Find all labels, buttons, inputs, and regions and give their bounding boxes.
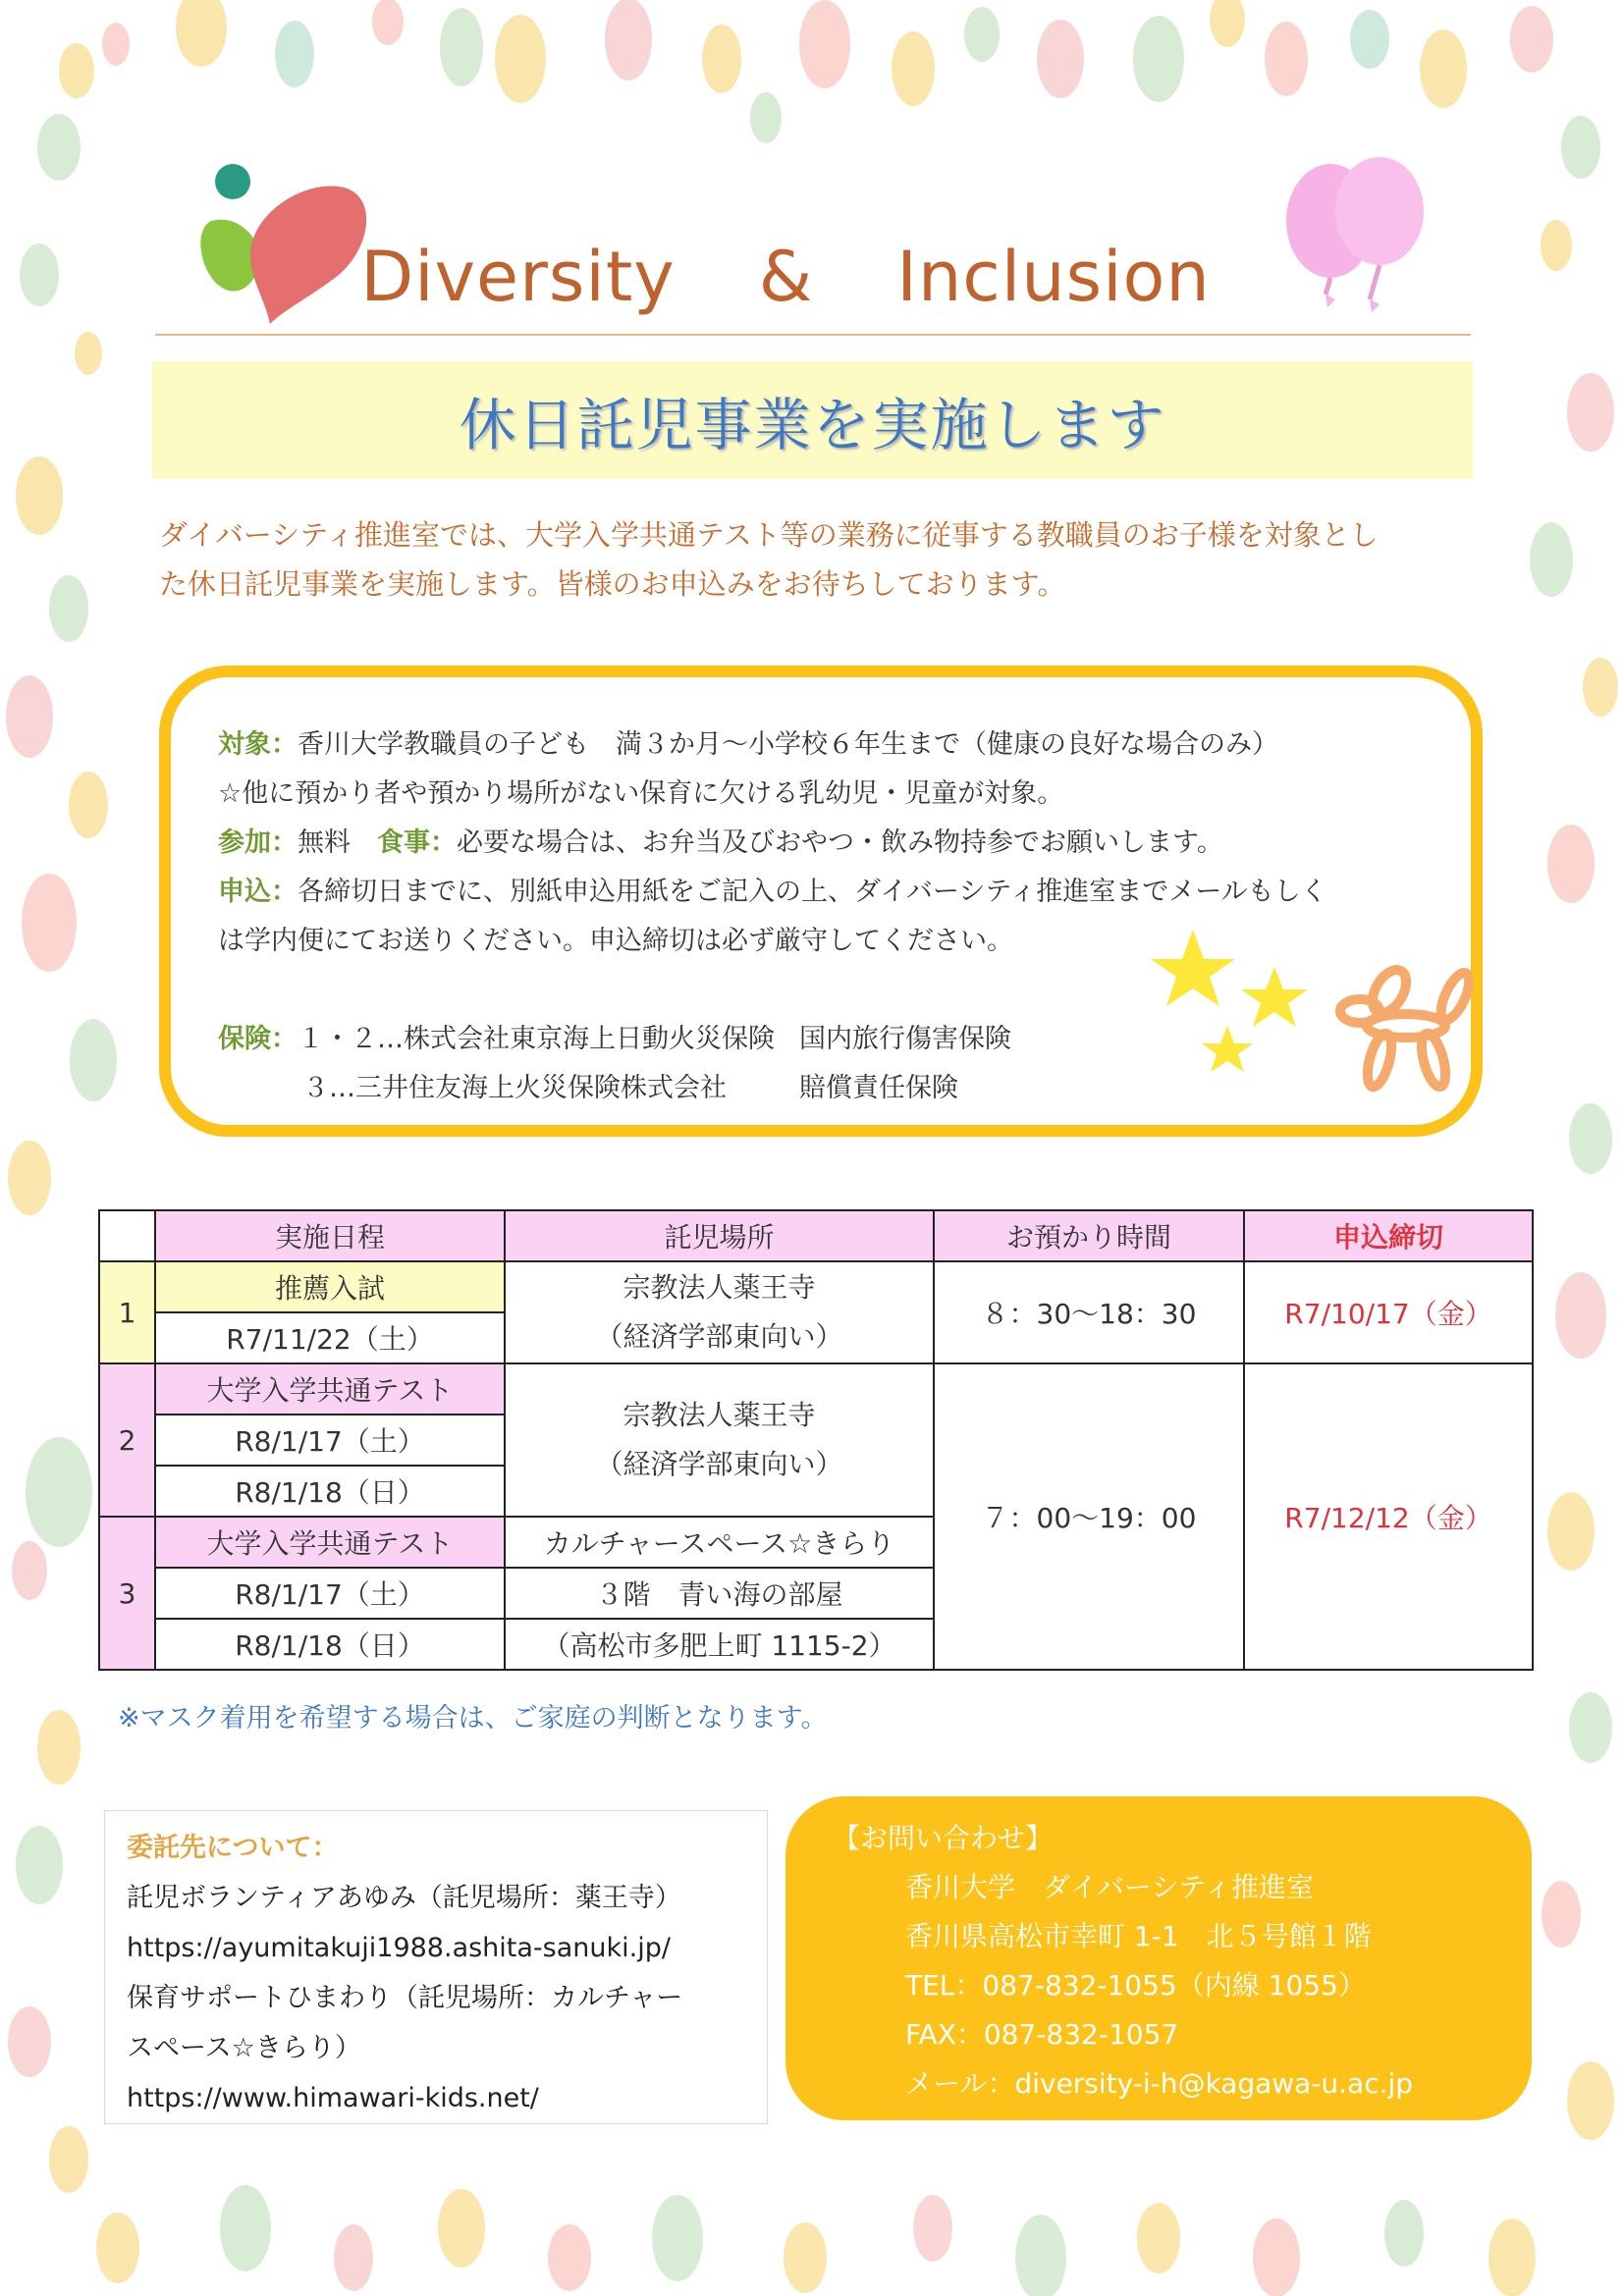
- header-title-word-diversity: Diversity: [360, 237, 676, 317]
- date-cell: R8/1/17（土）: [155, 1568, 505, 1619]
- date-cell: R8/1/18（日）: [155, 1466, 505, 1517]
- outsource-line: 託児ボランティアあゆみ（託児場所：薬王寺）: [127, 1883, 681, 1913]
- exam-name: 大学入学共通テスト: [155, 1517, 505, 1568]
- apply-row: [218, 868, 1396, 917]
- apply-label: 申込：: [218, 877, 298, 907]
- place-line: （高松市多肥上町 1115-2）: [505, 1619, 934, 1670]
- mask-note: ※マスク着用を希望する場合は、ご家庭の判断となります。: [118, 1703, 828, 1734]
- date-cell: R8/1/18（日）: [155, 1619, 505, 1670]
- balloon-dog-icon: [1340, 964, 1473, 1089]
- target-row: [218, 721, 1396, 770]
- stars-icon: [1202, 1026, 1253, 1072]
- outsource-heading: 委託先について：: [127, 1833, 339, 1863]
- outsource-link[interactable]: https://ayumitakuji1988.ashita-sanuki.jp/: [127, 1933, 671, 1963]
- stars-and-balloon-dog-icon: [1149, 928, 1473, 1099]
- place-line: （経済学部東向い）: [595, 1320, 843, 1353]
- row-number: 2: [99, 1363, 155, 1517]
- balloons-icon: [1276, 152, 1434, 324]
- contact-email[interactable]: メール：diversity-i-h@kagawa-u.ac.jp: [905, 2067, 1414, 2100]
- row-number: 1: [99, 1261, 155, 1363]
- intro-paragraph: [159, 510, 1475, 609]
- column-header-schedule: 実施日程: [155, 1210, 505, 1261]
- insurance-provider: ３…三井住友海上火災保険株式会社: [302, 1073, 727, 1103]
- column-header-time: お預かり時間: [934, 1210, 1244, 1261]
- stars-icon: [1151, 930, 1235, 1006]
- title-banner: [152, 361, 1473, 479]
- contact-org: 香川大学 ダイバーシティ推進室: [905, 1871, 1315, 1903]
- time-cell: ８：30～18：30: [934, 1261, 1244, 1363]
- contact-address: 香川県高松市幸町 1-1 北５号館１階: [905, 1920, 1372, 1952]
- column-header-place: 託児場所: [505, 1210, 934, 1261]
- page-title: 休日託児事業を実施します: [459, 392, 1166, 458]
- contact-heading: 【お問い合わせ】: [833, 1822, 1054, 1854]
- schedule-table: [98, 1209, 1532, 1667]
- table-row: [99, 1261, 1533, 1312]
- place-line: ３階 青い海の部屋: [505, 1568, 934, 1619]
- place-cell: [505, 1261, 934, 1363]
- exam-name: 推薦入試: [155, 1261, 505, 1312]
- date-cell: R8/1/17（土）: [155, 1415, 505, 1466]
- target-label: 対象：: [218, 729, 298, 760]
- fee-label: 参加：: [218, 828, 298, 858]
- outsource-box: [104, 1810, 768, 2124]
- exam-name: 大学入学共通テスト: [155, 1363, 505, 1415]
- header-blank-cell: [99, 1210, 155, 1261]
- table-row: [99, 1363, 1533, 1415]
- outsource-link[interactable]: https://www.himawari-kids.net/: [127, 2083, 539, 2113]
- place-line: カルチャースペース☆きらり: [505, 1517, 934, 1568]
- column-header-deadline: 申込締切: [1244, 1210, 1533, 1261]
- intro-line: ダイバーシティ推進室では、大学入学共通テスト等の業務に従事する教職員のお子様を対象とし: [159, 518, 1379, 552]
- insurance-label: 保険：: [218, 1024, 298, 1054]
- place-cell: [505, 1363, 934, 1517]
- meal-label: 食事：: [377, 828, 457, 858]
- insurance-provider: １・２…株式会社東京海上日動火災保険: [298, 1024, 775, 1054]
- place-line: 宗教法人薬王寺: [623, 1271, 816, 1304]
- place-line: （経済学部東向い）: [595, 1448, 843, 1480]
- fee-text: 無料: [298, 828, 377, 858]
- table-header-row: [99, 1210, 1533, 1261]
- row-number: 3: [99, 1517, 155, 1670]
- fee-meal-row: [218, 819, 1396, 868]
- stars-icon: [1241, 967, 1308, 1027]
- header-title-ampersand: &: [758, 237, 814, 317]
- deadline-cell: R7/12/12（金）: [1244, 1363, 1533, 1670]
- target-text: 香川大学教職員の子ども 満３か月～小学校６年生まで（健康の良好な場合のみ）: [298, 729, 1278, 760]
- outsource-line: スペース☆きらり）: [127, 2033, 361, 2063]
- header-title: [295, 228, 1276, 326]
- place-line: 宗教法人薬王寺: [623, 1399, 816, 1431]
- header-title-word-inclusion: Inclusion: [896, 237, 1211, 317]
- contact-tel: TEL：087-832-1055（内線 1055）: [905, 1969, 1366, 2002]
- contact-fax: FAX：087-832-1057: [905, 2018, 1179, 2051]
- header-divider: [155, 334, 1471, 336]
- target-note: ☆他に預かり者や預かり場所がない保育に欠ける乳幼児・児童が対象。: [218, 778, 1064, 809]
- apply-text: 各締切日までに、別紙申込用紙をご記入の上、ダイバーシティ推進室までメールもしく: [298, 877, 1327, 907]
- meal-text: 必要な場合は、お弁当及びおやつ・飲み物持参でお願いします。: [457, 828, 1223, 858]
- date-cell: R7/11/22（土）: [155, 1312, 505, 1363]
- deadline-cell: R7/10/17（金）: [1244, 1261, 1533, 1363]
- intro-line: た休日託児事業を実施します。皆様のお申込みをお待ちしております。: [159, 567, 1066, 601]
- insurance-type: 賠償責任保険: [799, 1073, 958, 1103]
- insurance-type: 国内旅行傷害保険: [799, 1024, 1011, 1054]
- time-cell: ７：00～19：00: [934, 1363, 1244, 1670]
- contact-box: [785, 1796, 1532, 2120]
- apply-text-cont: は学内便にてお送りください。申込締切は必ず厳守してください。: [218, 926, 1013, 956]
- outsource-line: 保育サポートひまわり（託児場所：カルチャー: [127, 1983, 683, 2013]
